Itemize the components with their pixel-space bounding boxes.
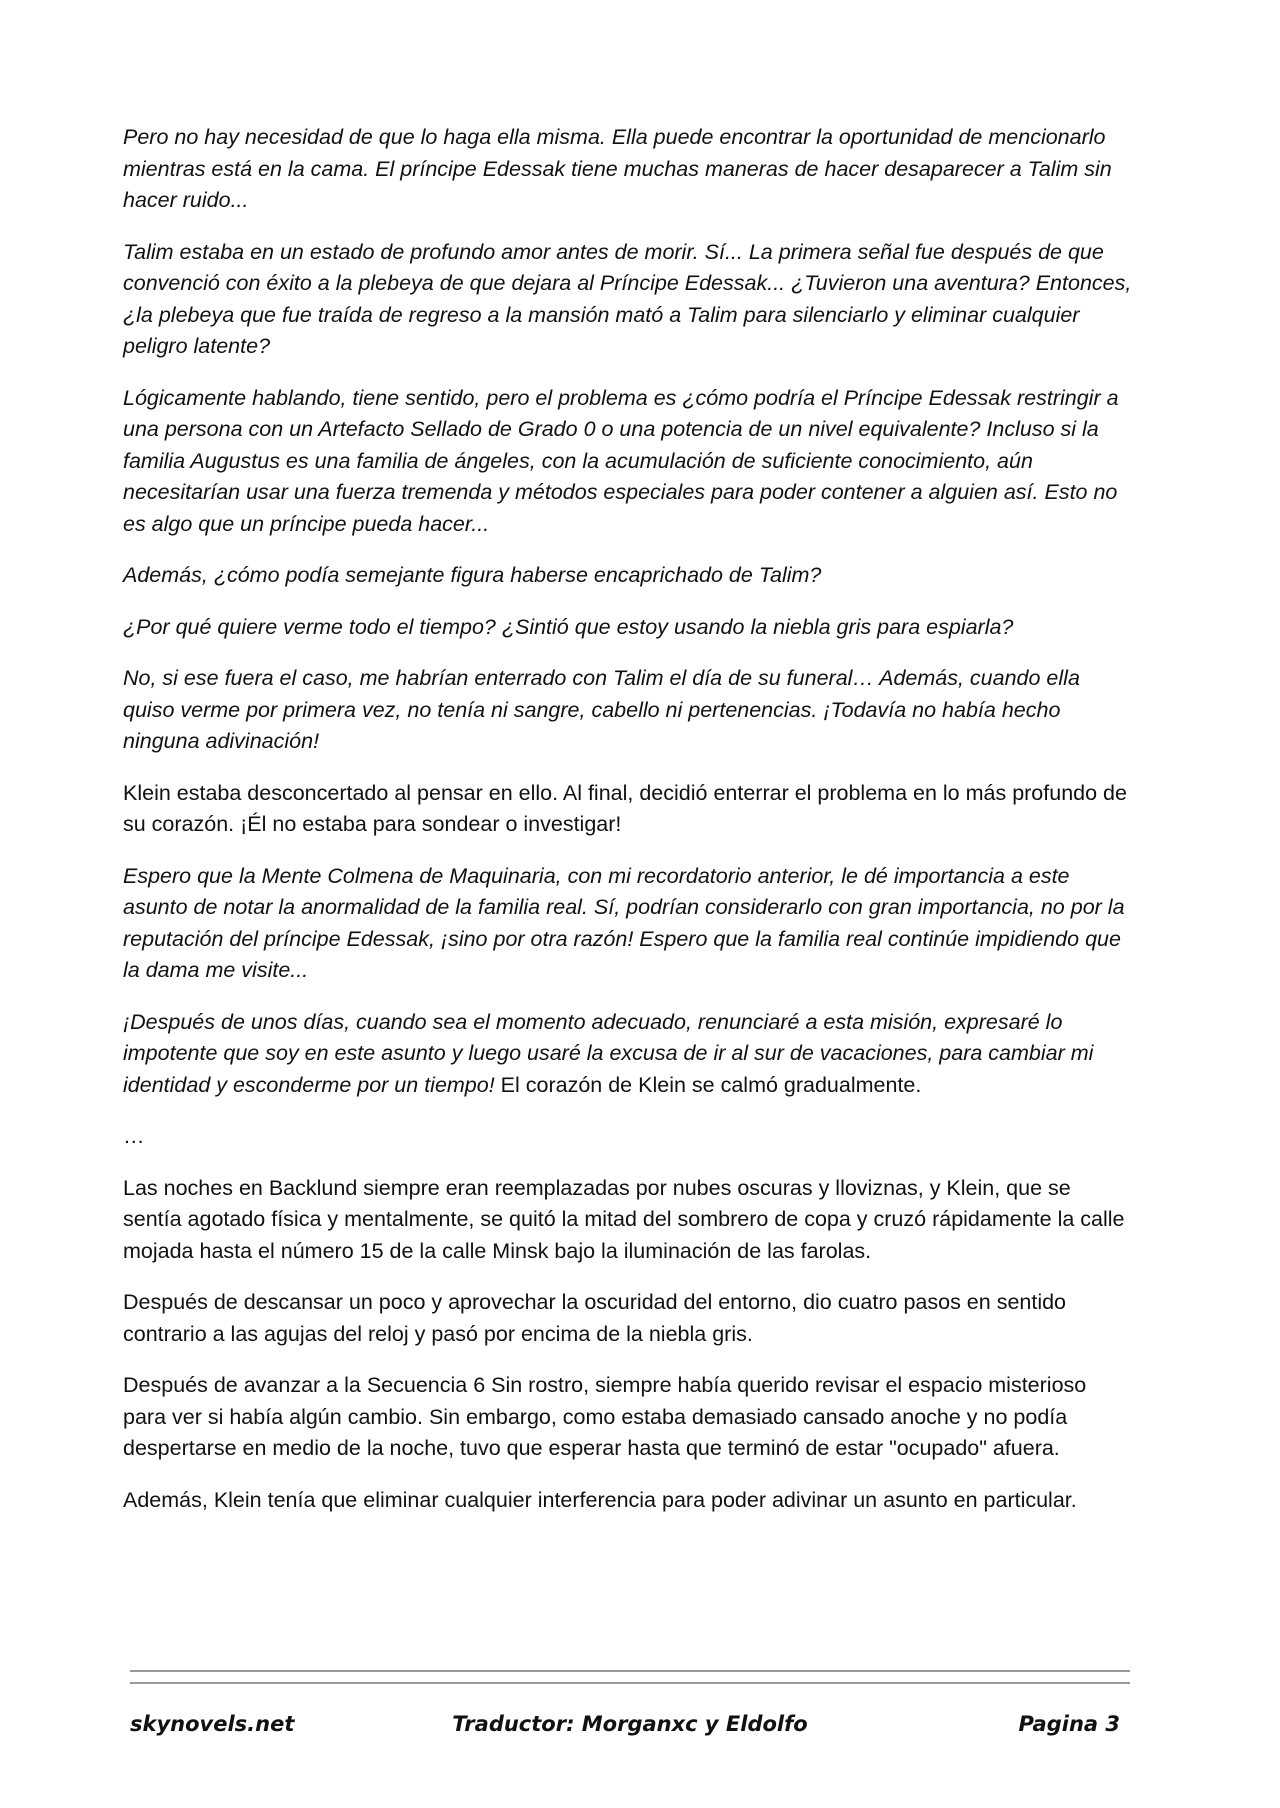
- paragraph-8: Espero que la Mente Colmena de Maquinaria, con mi recordatorio anterior, le dé importancia a este asunto de notar la anormalidad de la familia real. Sí, podrían considerarlo con gran importancia, no por la reputación del príncipe Edessak, ¡sino por otra razón! Espero que la familia real continúe impidiendo que la dama me visite...: [123, 863, 1125, 982]
- paragraph-3: Lógicamente hablando, tiene sentido, pero el problema es ¿cómo podría el Príncipe Edessak restringir a una persona con un Artefacto Sellado de Grado 0 o una potencia de un nivel equivalente? Incluso si la familia Augustus es una familia de ángeles, con la acumulación de suficiente conocimiento, aún necesitarían usar una fuerza tremenda y métodos especiales para poder contener a alguien así. Esto no es algo que un príncipe pueda hacer...: [123, 385, 1119, 536]
- footer-translator: Traductor: Morganxc y Eldolfo: [452, 1712, 808, 1736]
- scene-break: …: [123, 1124, 145, 1148]
- paragraph-14: Además, Klein tenía que eliminar cualquier interferencia para poder adivinar un asunto en particular.: [123, 1487, 1077, 1512]
- paragraph-13: Después de avanzar a la Secuencia 6 Sin rostro, siempre había querido revisar el espacio misterioso para ver si había algún cambio. Sin embargo, como estaba demasiado cansado anoche y no podía despertarse en medio de la noche, tuvo que esperar hasta que terminó de estar "ocupado" afuera.: [123, 1373, 1087, 1460]
- paragraph-11: Las noches en Backlund siempre eran reemplazadas por nubes oscuras y lloviznas, y Klein, que se sentía agotado física y mentalmente, se quitó la mitad del sombrero de copa y cruzó rápidamente la calle mojada hasta el número 15 de la calle Minsk bajo la iluminación de las farolas.: [123, 1175, 1125, 1263]
- paragraph-4: Además, ¿cómo podía semejante figura haberse encaprichado de Talim?: [123, 563, 822, 587]
- paragraph-9: [123, 1007, 1133, 1102]
- paragraph-6: No, si ese fuera el caso, me habrían enterrado con Talim el día de su funeral… Además, cuando ella quiso verme por primera vez, no tenía ni sangre, cabello ni pertenencias. ¡Todavía no había hecho ninguna adivinación!: [123, 666, 1080, 753]
- footer-divider: [130, 1670, 1130, 1694]
- footer-site: skynovels.net: [130, 1712, 295, 1736]
- paragraph-2: Talim estaba en un estado de profundo amor antes de morir. Sí... La primera señal fue después de que convenció con éxito a la plebeya de que dejara al Príncipe Edessak... ¿Tuvieron una aventura? Entonces, ¿la plebeya que fue traída de regreso a la mansión mató a Talim para silenciarlo y eliminar cualquier peligro latente?: [123, 239, 1132, 358]
- paragraph-5: ¿Por qué quiere verme todo el tiempo? ¿Sintió que estoy usando la niebla gris para espiarla?: [123, 614, 1014, 639]
- footer-page-number: Pagina 3: [1018, 1712, 1120, 1736]
- footer-rule-top: [130, 1670, 1130, 1672]
- page-body: [123, 122, 1133, 1536]
- paragraph-1: Pero no hay necesidad de que lo haga ella misma. Ella puede encontrar la oportunidad de mencionarlo mientras está en la cama. El príncipe Edessak tiene muchas maneras de hacer desaparecer a Talim sin hacer ruido...: [123, 125, 1112, 212]
- paragraph-12: Después de descansar un poco y aprovechar la oscuridad del entorno, dio cuatro pasos en sentido contrario a las agujas del reloj y pasó por encima de la niebla gris.: [123, 1290, 1067, 1346]
- paragraph-7: Klein estaba desconcertado al pensar en ello. Al final, decidió enterrar el problema en lo más profundo de su corazón. ¡Él no estaba para sondear o investigar!: [123, 780, 1127, 836]
- paragraph-9-narration: El corazón de Klein se calmó gradualmente.: [494, 1072, 922, 1097]
- page-footer: [130, 1712, 1130, 1752]
- paragraph-9-thought: ¡Después de unos días, cuando sea el momento adecuado, renunciaré a esta misión, expresaré lo impotente que soy en este asunto y luego usaré la excusa de ir al sur de vacaciones, para cambiar mi identidad y esconderme por un tiempo!: [123, 1009, 1094, 1097]
- footer-rule-bottom: [130, 1682, 1130, 1684]
